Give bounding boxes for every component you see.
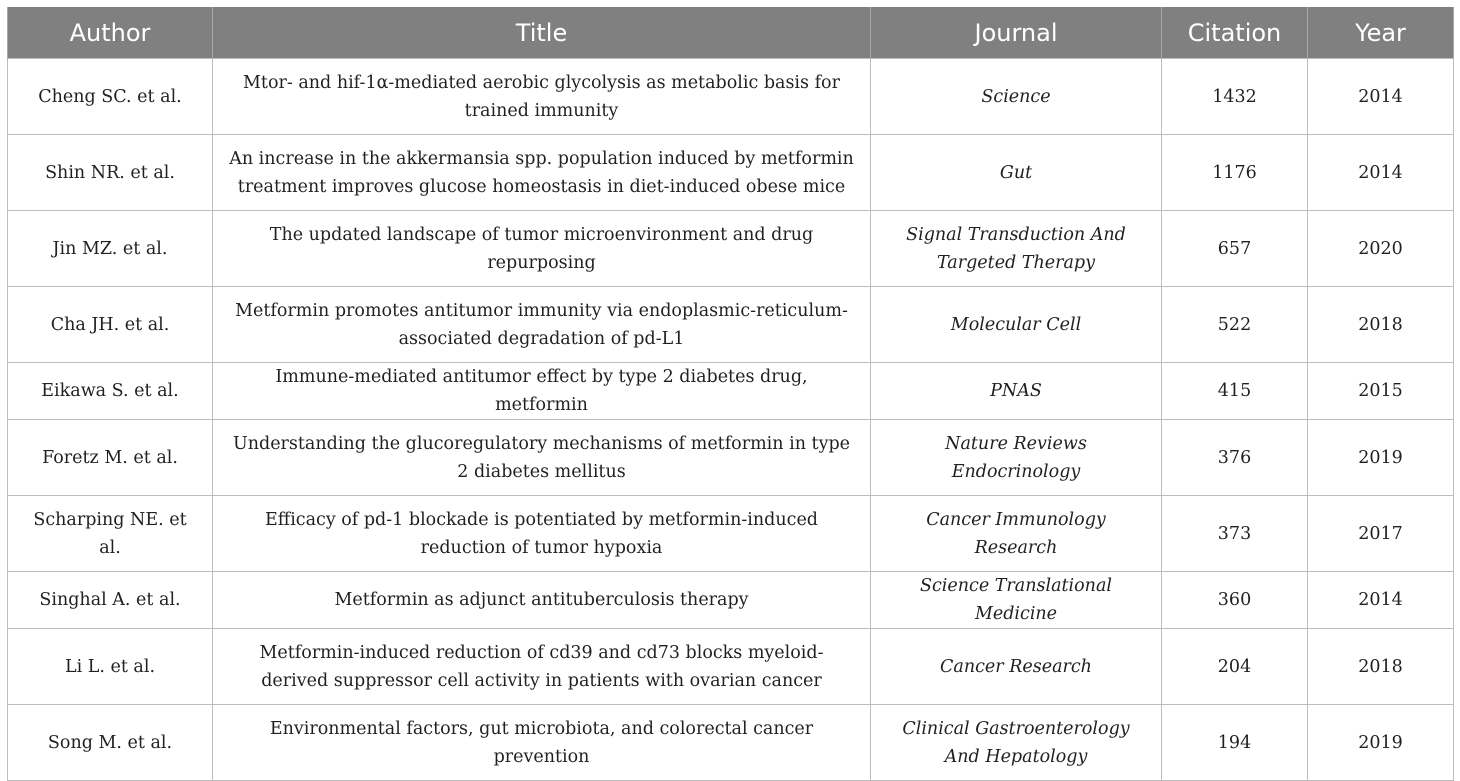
cell-journal: Science (871, 59, 1162, 135)
cell-year: 2018 (1308, 287, 1454, 363)
cell-year: 2019 (1308, 705, 1454, 781)
cell-journal: Molecular Cell (871, 287, 1162, 363)
cell-journal: Cancer Immunology Research (871, 496, 1162, 572)
table-row (8, 211, 1454, 287)
table-row (8, 287, 1454, 363)
cell-title: The updated landscape of tumor microenvironment and drug repurposing (213, 211, 871, 287)
cell-title: Efficacy of pd-1 blockade is potentiated by metformin-induced reduction of tumor hypoxia (213, 496, 871, 572)
cell-citation: 194 (1162, 705, 1308, 781)
cell-citation: 376 (1162, 420, 1308, 496)
cell-year: 2019 (1308, 420, 1454, 496)
cell-citation: 415 (1162, 363, 1308, 420)
cell-year: 2014 (1308, 572, 1454, 629)
cell-title: Understanding the glucoregulatory mechanisms of metformin in type 2 diabetes mellitus (213, 420, 871, 496)
cell-author: Li L. et al. (8, 629, 213, 705)
cell-year: 2018 (1308, 629, 1454, 705)
cell-journal: Gut (871, 135, 1162, 211)
cell-title: Metformin-induced reduction of cd39 and cd73 blocks myeloid-derived suppressor cell activity in patients with ovarian cancer (213, 629, 871, 705)
table-row (8, 629, 1454, 705)
cell-year: 2015 (1308, 363, 1454, 420)
cell-author: Shin NR. et al. (8, 135, 213, 211)
cell-journal: Cancer Research (871, 629, 1162, 705)
table-body (8, 59, 1454, 781)
header-journal: Journal (871, 7, 1162, 59)
header-author: Author (8, 7, 213, 59)
cell-author: Foretz M. et al. (8, 420, 213, 496)
cell-author: Jin MZ. et al. (8, 211, 213, 287)
cell-citation: 1176 (1162, 135, 1308, 211)
cell-citation: 657 (1162, 211, 1308, 287)
citation-table (7, 7, 1454, 781)
table-row (8, 496, 1454, 572)
cell-year: 2014 (1308, 135, 1454, 211)
table-row (8, 572, 1454, 629)
cell-citation: 204 (1162, 629, 1308, 705)
cell-author: Song M. et al. (8, 705, 213, 781)
header-citation: Citation (1162, 7, 1308, 59)
cell-title: An increase in the akkermansia spp. population induced by metformin treatment improves glucose homeostasis in diet-induced obese mice (213, 135, 871, 211)
header-row (8, 7, 1454, 59)
citation-table-container (7, 7, 1453, 781)
cell-citation: 373 (1162, 496, 1308, 572)
table-row (8, 363, 1454, 420)
cell-author: Scharping NE. et al. (8, 496, 213, 572)
cell-author: Cheng SC. et al. (8, 59, 213, 135)
table-row (8, 705, 1454, 781)
table-row (8, 59, 1454, 135)
table-row (8, 420, 1454, 496)
cell-year: 2020 (1308, 211, 1454, 287)
cell-citation: 1432 (1162, 59, 1308, 135)
cell-author: Eikawa S. et al. (8, 363, 213, 420)
cell-title: Metformin promotes antitumor immunity via endoplasmic-reticulum-associated degradation of pd-L1 (213, 287, 871, 363)
cell-citation: 360 (1162, 572, 1308, 629)
cell-journal: Clinical Gastroenterology And Hepatology (871, 705, 1162, 781)
cell-title: Immune-mediated antitumor effect by type 2 diabetes drug, metformin (213, 363, 871, 420)
table-header (8, 7, 1454, 59)
header-year: Year (1308, 7, 1454, 59)
cell-title: Environmental factors, gut microbiota, and colorectal cancer prevention (213, 705, 871, 781)
header-title: Title (213, 7, 871, 59)
cell-author: Cha JH. et al. (8, 287, 213, 363)
cell-citation: 522 (1162, 287, 1308, 363)
cell-title: Mtor- and hif-1α-mediated aerobic glycolysis as metabolic basis for trained immunity (213, 59, 871, 135)
cell-title: Metformin as adjunct antituberculosis therapy (213, 572, 871, 629)
cell-year: 2014 (1308, 59, 1454, 135)
cell-year: 2017 (1308, 496, 1454, 572)
cell-journal: Signal Transduction And Targeted Therapy (871, 211, 1162, 287)
cell-journal: PNAS (871, 363, 1162, 420)
table-row (8, 135, 1454, 211)
cell-journal: Science Translational Medicine (871, 572, 1162, 629)
cell-author: Singhal A. et al. (8, 572, 213, 629)
cell-journal: Nature Reviews Endocrinology (871, 420, 1162, 496)
